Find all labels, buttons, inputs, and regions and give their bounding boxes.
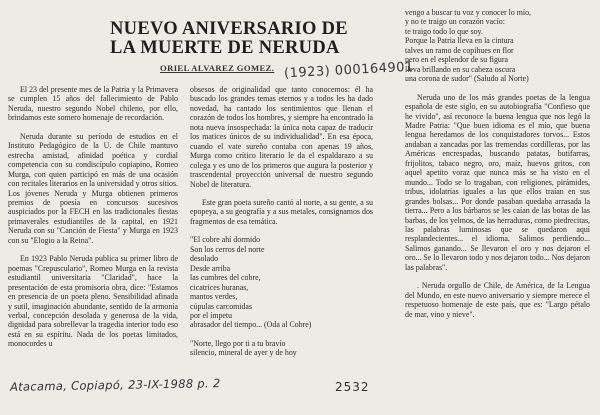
column-3 bbox=[405, 8, 590, 328]
poem-line: las cumbres del cobre, bbox=[190, 273, 261, 283]
paragraph: En 1923 Pablo Neruda publica su primer libro de poemas "Crepusculario", Romeo Murga en la revista estudiantil universitaria "Claridad", hace la presentación de esta promisoria obra, dice: "Estamos en presencia de un poeta pleno. Sensibilidad afinada y sutil, imaginación abundante, sentido de la armonía verbal, concepción desolada y generosa de la vida, dignidad para sobrellevar la tragedia interior todo eso está en su espíritu. Nada de los poetas limitados, monocordes u bbox=[8, 254, 178, 349]
handwritten-number: 2532 bbox=[335, 380, 370, 394]
poem-line: mantos verdes, bbox=[190, 292, 238, 302]
archive-code-handwritten: (1923) 000164901 bbox=[283, 59, 415, 82]
poem-line: talves un ramo de copihues en flor bbox=[405, 45, 514, 55]
poem-line: vengo a buscar tu voz y conocer lo mío, bbox=[405, 8, 531, 17]
paragraph: obsesos de originalidad que tanto conocemos: él ha buscado los grandes temas eternos y a todos les ha dado novedad, ha cantado los sentimientos que llenan el corazón de todos los hombres, y siempre ha encontrado la nota nueva insospechada: la única nota capaz de traducir los matices únicos de su individualidad". En esa época, cuando el vate sureño contaba con apenas 19 años, Murga como crítico literario le da el espaldarazo a su colega y es uno de los primeros que augura la posterior y trascendental proyección universal de nuestro segundo Nobel de literatura. bbox=[190, 85, 373, 189]
poem-line: una corona de sudor" (Saludo al Norte) bbox=[405, 74, 529, 84]
poem-line: pero en el esplendor de su figura bbox=[405, 55, 508, 65]
paragraph: . Neruda orgullo de Chile, de América, de la Lengua del Mundo, en este nuevo aniversario y siempre merece el respetuoso homenaje de este país, que es: "Largo pétalo de mar, vino y nieve". bbox=[405, 281, 590, 319]
poem-line: abrasador del tiempo... (Oda al Cobre) bbox=[190, 320, 312, 330]
poem-fragment-2 bbox=[190, 339, 373, 358]
poem-line: lleva brillando en su cabeza oscura bbox=[405, 64, 516, 74]
paragraph: El 23 del presente mes de la Patria y la Primavera se cumplen 15 años del fallecimiento de Pablo Neruda, nuestro segundo Nobel chileno, por ello, brindamos este somero homenaje de recordación. bbox=[8, 85, 178, 123]
title-line-2: LA MUERTE DE NERUDA bbox=[110, 38, 340, 58]
poem-line: Porque la Patria lleva en la cintura bbox=[405, 36, 514, 46]
poem-line: "El cobre ahí dormido bbox=[190, 235, 261, 245]
handwritten-source-note: Atacama, Copiapó, 23-IX-1988 p. 2 bbox=[9, 376, 221, 394]
paragraph: Neruda durante su período de estudios en el Instituto Pedagógico de la U. de Chile mantuvo estrecha amistad, afinidad poética y cordial competencia con su condiscípulo copiapino, Romeo Murga, con quien participó en más de una ocasión con recitales literarios en la universidad y otros sitios. Los jóvenes Neruda y Murga obtienen primeros premios de poesía en concursos sucesivos auspiciados por la FECH en las tradicionales fiestas primaverales estudiantiles de la capital, en 1921 Neruda con su "Canción de Fiesta" y Murga en 1923 con su "Elogio a la Reina". bbox=[8, 131, 178, 245]
paragraph: Este gran poeta sureño cantó al norte, a su gente, a su epopeya, a su geografía y a sus metales, consignamos dos fragmentos de esa temática. bbox=[190, 197, 373, 226]
poem-line: Son los cerros del norte bbox=[190, 244, 265, 254]
poem-line: por el ímpetu bbox=[190, 310, 233, 320]
author-byline: ORIEL ALVAREZ GOMEZ. bbox=[160, 63, 275, 73]
poem-line: "Norte, llego por ti a tu bravío bbox=[190, 338, 286, 348]
poem-line: cúpulas carcomidas bbox=[190, 301, 253, 311]
poem-fragment-1 bbox=[190, 235, 373, 330]
paragraph: Neruda uno de los más grandes poetas de la lengua española de este siglo, en su autobiografía "Confieso que he vivido", así reconoce la buena lengua que nos legó la Madre Patria: "Que buen idioma es el mío, que buena lengua heredamos de los conquistadores torvos... Estos andaban a zancadas por las tremendas cordilleras, por las Américas encrespadas, buscando patatas, butifarras, frijolitos, tabaco negro, oro, maíz, huevos gritos, con aquel apetito voraz que nunca más se ha visto en el mundo... Todo se lo tragaban, con religiones, pirámides, tribus, idolatrías iguales a las que ellos traían en sus grandes bolsas... Por donde pasaban quedaba arrasada la tierra... Pero a los bárbaros se les caían de las botas de las barbas, de los yelmos, de las herraduras, como piedrecitas, las palabras luminosas que se quedaron aquí resplandecientes... el idioma. Salimos perdiendo... Salimos ganando... Se llevaron el oro y nos dejaron el oro... Se lo llevaron todo y nos dejaron todo... Nos dejaron las palabras". bbox=[405, 92, 590, 272]
poem-line: desolado bbox=[190, 254, 219, 264]
column-2 bbox=[190, 85, 373, 367]
poem-line: te traigo todo lo que soy. bbox=[405, 26, 483, 36]
article-title bbox=[110, 20, 410, 58]
title-line-1: NUEVO ANIVERSARIO DE bbox=[110, 19, 348, 39]
poem-fragment-continued bbox=[405, 8, 590, 84]
column-1 bbox=[8, 85, 178, 358]
poem-line: Desde arriba bbox=[190, 263, 231, 273]
poem-line: silencio, mineral de ayer y de hoy bbox=[190, 348, 297, 358]
poem-line: y no te traigo un corazón vacío: bbox=[405, 17, 505, 27]
poem-line: cicatrices huranas, bbox=[190, 282, 249, 292]
